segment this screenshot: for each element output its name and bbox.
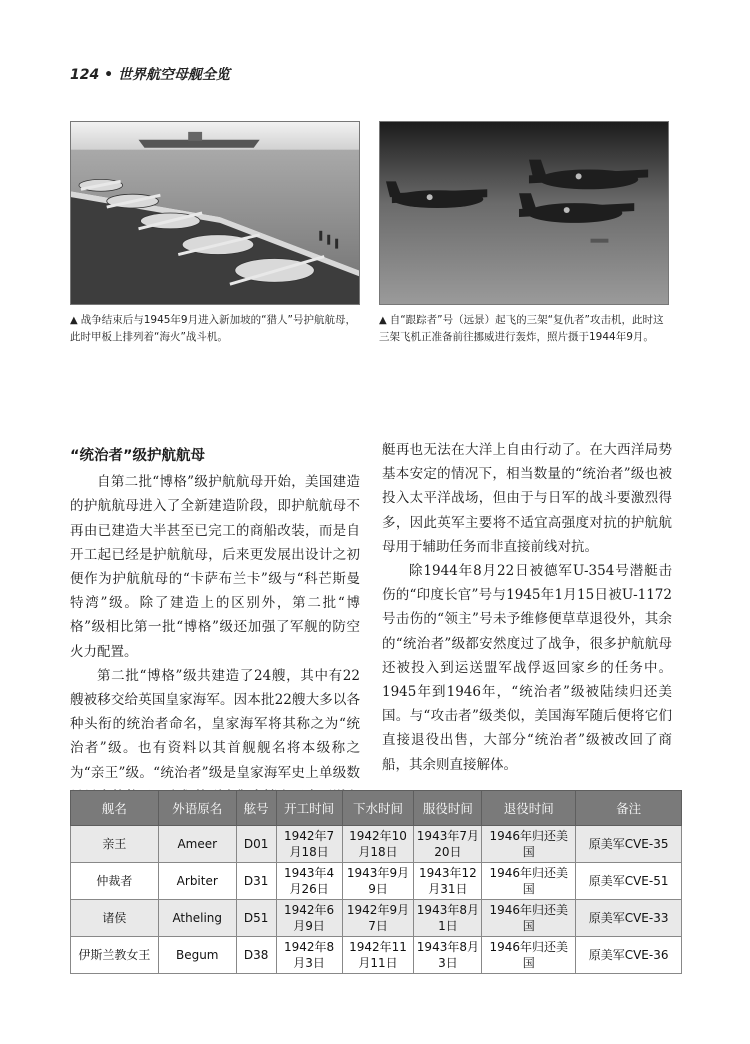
table-row bbox=[71, 937, 682, 974]
cell-hull-number: D01 bbox=[236, 826, 276, 863]
caption-left-text: 战争结束后与1945年9月进入新加坡的“猎人”号护航航母，此时甲板上排列着“海火”战斗机。 bbox=[70, 314, 356, 343]
cell-decommissioned: 1946年归还美国 bbox=[482, 900, 576, 937]
article-paragraph: 艇再也无法在大洋上自由行动了。在大西洋局势基本安定的情况下，相当数量的“统治者”级也被投入太平洋战场，但由于与日军的战斗要激烈得多，因此英军主要将不适宜高强度对抗的护航航母用于辅助任务而非直接前线对抗。 bbox=[382, 442, 672, 555]
col-header-hull-number: 舷号 bbox=[236, 791, 276, 826]
article-paragraph: 第二批“博格”级共建造了24艘，其中有22艘被移交给英国皇家海军。因本批22艘大多以各种头衔的统治者命名，皇家海军将其称之为“统治者”级。也有资料以其首舰舰名将本级称之为“亲王”级。“统治者”级是皇家海军史上单级数 bbox=[70, 667, 360, 781]
deck-photo-image bbox=[71, 122, 359, 304]
cell-notes: 原美军CVE-33 bbox=[576, 900, 682, 937]
caption-triangle-icon: ▲ bbox=[379, 315, 387, 326]
cell-commissioned: 1943年8月3日 bbox=[414, 937, 482, 974]
cell-laid-down: 1942年6月9日 bbox=[276, 900, 342, 937]
col-header-decommissioned: 退役时间 bbox=[482, 791, 576, 826]
article-column-right bbox=[382, 438, 672, 777]
col-header-ship-name: 舰名 bbox=[71, 791, 159, 826]
col-header-launched: 下水时间 bbox=[342, 791, 414, 826]
cell-decommissioned: 1946年归还美国 bbox=[482, 826, 576, 863]
col-header-commissioned: 服役时间 bbox=[414, 791, 482, 826]
cell-hull-number: D38 bbox=[236, 937, 276, 974]
cell-ship-name: 仲裁者 bbox=[71, 863, 159, 900]
book-title: 世界航空母舰全览 bbox=[117, 67, 230, 83]
table-row bbox=[71, 863, 682, 900]
cell-commissioned: 1943年7月20日 bbox=[414, 826, 482, 863]
article-paragraph: 除1944年8月22日被德军U-354号潜艇击伤的“印度长官”号与1945年1月15日被U-1172号击伤的“领主”号未予维修便草草退役外，其余的“统治者”级都安然度过了战争，很多护航航母还被投入到运送盟军战俘返回家乡的任务中。1945年到1946年，“统治者”级被陆续归还美国。与“攻击者”级类似，美国海军随后便将它们直接退役出售，大部分“统治者”级被改回了商船，其余则直接解体。 bbox=[382, 563, 672, 773]
cell-ship-name: 伊斯兰教女王 bbox=[71, 937, 159, 974]
cell-commissioned: 1943年12月31日 bbox=[414, 863, 482, 900]
cell-ship-name: 亲王 bbox=[71, 826, 159, 863]
running-header bbox=[70, 64, 680, 84]
cell-laid-down: 1943年4月26日 bbox=[276, 863, 342, 900]
flight-photo-image bbox=[380, 122, 668, 304]
ship-data-table bbox=[70, 790, 682, 974]
cell-ship-name: 诸侯 bbox=[71, 900, 159, 937]
cell-notes: 原美军CVE-35 bbox=[576, 826, 682, 863]
aircraft-carrier-deck-photo bbox=[70, 121, 360, 305]
cell-hull-number: D31 bbox=[236, 863, 276, 900]
photo-caption-right bbox=[379, 312, 669, 345]
col-header-original-name: 外语原名 bbox=[158, 791, 236, 826]
cell-decommissioned: 1946年归还美国 bbox=[482, 863, 576, 900]
cell-decommissioned: 1946年归还美国 bbox=[482, 937, 576, 974]
cell-original-name: Arbiter bbox=[158, 863, 236, 900]
cell-launched: 1942年10月18日 bbox=[342, 826, 414, 863]
caption-triangle-icon: ▲ bbox=[70, 315, 78, 326]
cell-launched: 1943年9月9日 bbox=[342, 863, 414, 900]
cell-original-name: Atheling bbox=[158, 900, 236, 937]
cell-original-name: Begum bbox=[158, 937, 236, 974]
header-separator: • bbox=[104, 67, 114, 83]
cell-launched: 1942年11月11日 bbox=[342, 937, 414, 974]
section-title: “统治者”级护航航母 bbox=[70, 448, 206, 464]
photo-caption-left bbox=[70, 312, 360, 345]
table-row bbox=[71, 900, 682, 937]
cell-hull-number: D51 bbox=[236, 900, 276, 937]
cell-original-name: Ameer bbox=[158, 826, 236, 863]
col-header-notes: 备注 bbox=[576, 791, 682, 826]
article-paragraph: 自第二批“博格”级护航航母开始，美国建造的护航航母进入了全新建造阶段，即护航航母不再由已建造大半甚至已完工的商船改装，而是自开工起已经是护航航母，后来更发展出设计之初便作为护航航母的“卡萨布兰卡”级与“科芒斯曼特湾”级。除了建造上的区别外，第二批“博格”级相比第一批“博格”级还加强了军舰的防空火力配置。 bbox=[70, 474, 360, 660]
table-row bbox=[71, 826, 682, 863]
cell-notes: 原美军CVE-51 bbox=[576, 863, 682, 900]
col-header-laid-down: 开工时间 bbox=[276, 791, 342, 826]
caption-right-text: 自“跟踪者”号（远景）起飞的三架“复仇者”攻击机，此时这三架飞机正准备前往挪威进行轰炸，照片摄于1944年9月。 bbox=[379, 314, 664, 343]
avenger-aircraft-flight-photo bbox=[379, 121, 669, 305]
page-number: 124 bbox=[70, 67, 100, 83]
article-column-left bbox=[70, 444, 360, 833]
cell-notes: 原美军CVE-36 bbox=[576, 937, 682, 974]
table-header-row bbox=[71, 791, 682, 826]
cell-laid-down: 1942年8月3日 bbox=[276, 937, 342, 974]
cell-commissioned: 1943年8月1日 bbox=[414, 900, 482, 937]
cell-launched: 1942年9月7日 bbox=[342, 900, 414, 937]
cell-laid-down: 1942年7月18日 bbox=[276, 826, 342, 863]
